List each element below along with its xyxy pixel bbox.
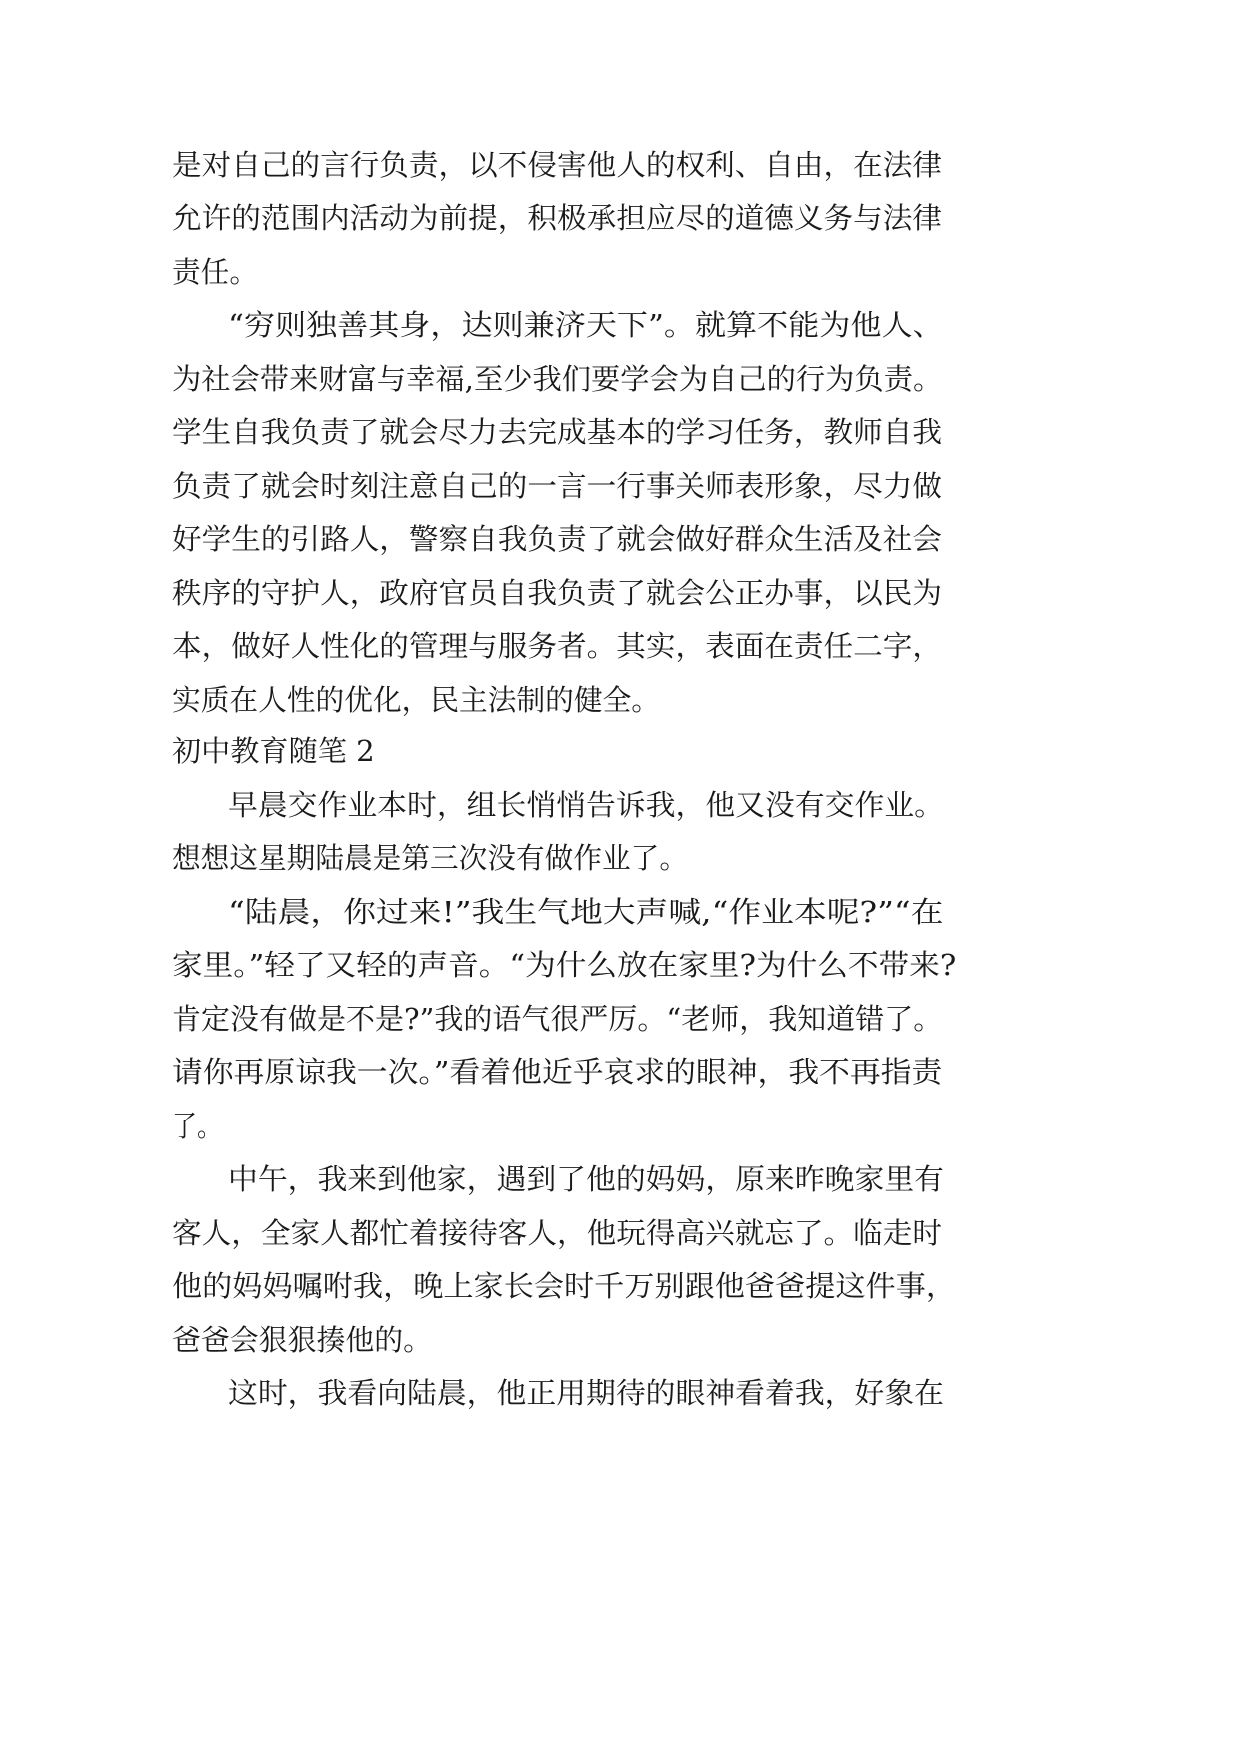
paragraph-2-line: 学生自我负责了就会尽力去完成基本的学习任务，教师自我 <box>172 415 943 449</box>
paragraph-1-line: 允许的范围内活动为前提，积极承担应尽的道德义务与法律 <box>172 201 943 235</box>
paragraph-2-line: “穷则独善其身，达则兼济天下”。就算不能为他人、 <box>228 308 944 342</box>
paragraph-6-line: 这时，我看向陆晨，他正用期待的眼神看着我，好象在 <box>228 1376 945 1410</box>
paragraph-2-line: 负责了就会时刻注意自己的一言一行事关师表形象，尽力做 <box>172 469 943 503</box>
paragraph-5-line: 中午，我来到他家，遇到了他的妈妈，原来昨晚家里有 <box>228 1162 945 1196</box>
paragraph-4-line: “陆晨，你过来!”我生气地大声喊,“作业本呢?”“在 <box>228 895 944 929</box>
paragraph-3-line: 早晨交作业本时，组长悄悄告诉我，他又没有交作业。 <box>228 788 945 822</box>
paragraph-2-line: 实质在人性的优化，民主法制的健全。 <box>172 683 661 717</box>
paragraph-5-line: 客人，全家人都忙着接待客人，他玩得高兴就忘了。临走时 <box>172 1216 943 1250</box>
paragraph-5-line: 爸爸会狠狠揍他的。 <box>172 1323 433 1357</box>
paragraph-1-line: 是对自己的言行负责，以不侵害他人的权利、自由，在法律 <box>172 148 943 182</box>
paragraph-2-line: 本，做好人性化的管理与服务者。其实，表面在责任二字， <box>172 629 943 663</box>
paragraph-5-line: 他的妈妈嘱咐我，晚上家长会时千万别跟他爸爸提这件事， <box>172 1269 957 1303</box>
section-heading: 初中教育随笔 2 <box>172 734 375 768</box>
paragraph-1-line: 责任。 <box>172 255 259 289</box>
paragraph-4-line: 家里。”轻了又轻的声音。“为什么放在家里?为什么不带来? <box>172 948 957 982</box>
paragraph-3-line: 想想这星期陆晨是第三次没有做作业了。 <box>172 841 689 875</box>
paragraph-2-line: 为社会带来财富与幸福,至少我们要学会为自己的行为负责。 <box>172 362 943 396</box>
paragraph-4-line: 肯定没有做是不是?”我的语气很严厉。“老师，我知道错了。 <box>172 1002 943 1036</box>
paragraph-4-line: 了。 <box>172 1109 223 1143</box>
paragraph-2-line: 秩序的守护人，政府官员自我负责了就会公正办事，以民为 <box>172 576 943 610</box>
paragraph-4-line: 请你再原谅我一次。”看着他近乎哀求的眼神，我不再指责 <box>172 1055 943 1089</box>
paragraph-2-line: 好学生的引路人，警察自我负责了就会做好群众生活及社会 <box>172 522 943 556</box>
